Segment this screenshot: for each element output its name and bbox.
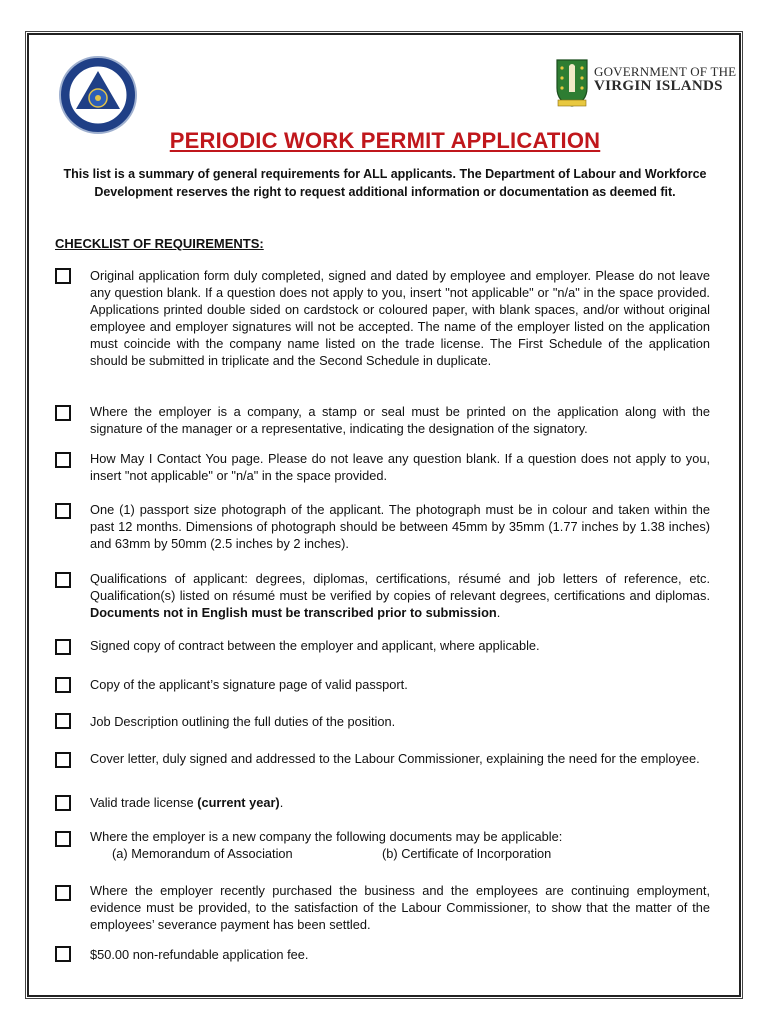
item-5-text: Qualifications of applicant: degrees, diplomas, certifications, résumé and job letters of reference, etc. Qualification(s) listed on résumé must be verified by copies of relevant degrees, certifications and diplomas.	[90, 571, 710, 603]
checkbox-item-6[interactable]	[55, 639, 71, 655]
checklist-item-8: Job Description outlining the full duties of the position.	[90, 714, 396, 729]
checkbox-item-12[interactable]	[55, 885, 71, 901]
checkbox-item-2[interactable]	[55, 405, 71, 421]
checkbox-item-10[interactable]	[55, 795, 71, 811]
checklist-item-4: One (1) passport size photograph of the applicant. The photograph must be in colour and taken within the past 12 months. Dimensions of photograph should be between 45mm by 35mm (1.77 inches by 1.38 inches) and 63mm by 50mm (2.5 inches by 2 inches).	[90, 502, 710, 551]
government-name-line2: VIRGIN ISLANDS	[594, 78, 723, 94]
item-5-bold-text: Documents not in English must be transcribed prior to submission	[90, 605, 497, 620]
checklist-item-3: How May I Contact You page. Please do not leave any question blank. If a question does not apply to you, insert "not applicable" or "n/a" in the space provided.	[90, 451, 710, 483]
item-11-sub-a: (a) Memorandum of Association	[112, 846, 293, 861]
checklist-heading: CHECKLIST OF REQUIREMENTS:	[55, 236, 264, 251]
item-11-text: Where the employer is a new company the following documents may be applicable:	[90, 829, 563, 844]
page-title: PERIODIC WORK PERMIT APPLICATION	[169, 128, 601, 153]
government-name	[594, 64, 736, 94]
checklist-item-6: Signed copy of contract between the employer and applicant, where applicable.	[90, 638, 540, 653]
checkbox-item-1[interactable]	[55, 268, 71, 284]
checklist-item-11	[90, 828, 710, 862]
checkbox-item-3[interactable]	[55, 452, 71, 468]
checklist-item-7: Copy of the applicant’s signature page of valid passport.	[90, 677, 408, 692]
checklist-item-5	[90, 570, 710, 621]
item-5-tail: .	[496, 605, 501, 620]
intro-text: This list is a summary of general requirements for ALL applicants. The Department of Labour and Workforce Development reserves the right to request additional information or documentation as deemed fit.	[63, 167, 707, 199]
item-10-tail: .	[279, 795, 284, 810]
checkbox-item-4[interactable]	[55, 503, 71, 519]
checklist-item-12: Where the employer recently purchased the business and the employees are continuing employment, evidence must be provided, to the satisfaction of the Labour Commissioner, to show that the matter of the employees’ severance payment has been settled.	[90, 883, 710, 932]
checkbox-item-9[interactable]	[55, 752, 71, 768]
checklist-item-2: Where the employer is a company, a stamp or seal must be printed on the application along with the signature of the manager or a representative, indicating the designation of the signatory.	[90, 404, 710, 436]
department-seal-logo	[58, 55, 138, 135]
checkbox-item-11[interactable]	[55, 831, 71, 847]
item-10-text: Valid trade license	[90, 795, 194, 810]
checkbox-item-7[interactable]	[55, 677, 71, 693]
checklist-item-10	[90, 794, 710, 811]
item-10-bold-text: (current year)	[197, 795, 280, 810]
item-11-sub-list	[90, 845, 710, 862]
item-11-sub-b: (b) Certificate of Incorporation	[382, 846, 552, 861]
checklist-item-13: $50.00 non-refundable application fee.	[90, 947, 309, 962]
checkbox-item-13[interactable]	[55, 946, 71, 962]
checkbox-item-8[interactable]	[55, 713, 71, 729]
checklist-item-1: Original application form duly completed, signed and dated by employee and employer. Please do not leave any question blank. If a question does not apply to you, insert "not applicable" or "n/a" in the space provided. Applications printed double sided on cardstock or coloured paper, with blank spaces, and/or without original employee and employer signatures will not be accepted. The name of the employer listed on the application must coincide with the company name listed on the trade license. The First Schedule of the application should be submitted in triplicate and the Second Schedule in duplicate.	[90, 268, 710, 368]
checklist-item-9: Cover letter, duly signed and addressed to the Labour Commissioner, explaining the need for the employee.	[90, 751, 700, 766]
government-name-line1: GOVERNMENT OF THE	[594, 64, 737, 79]
checkbox-item-5[interactable]	[55, 572, 71, 588]
